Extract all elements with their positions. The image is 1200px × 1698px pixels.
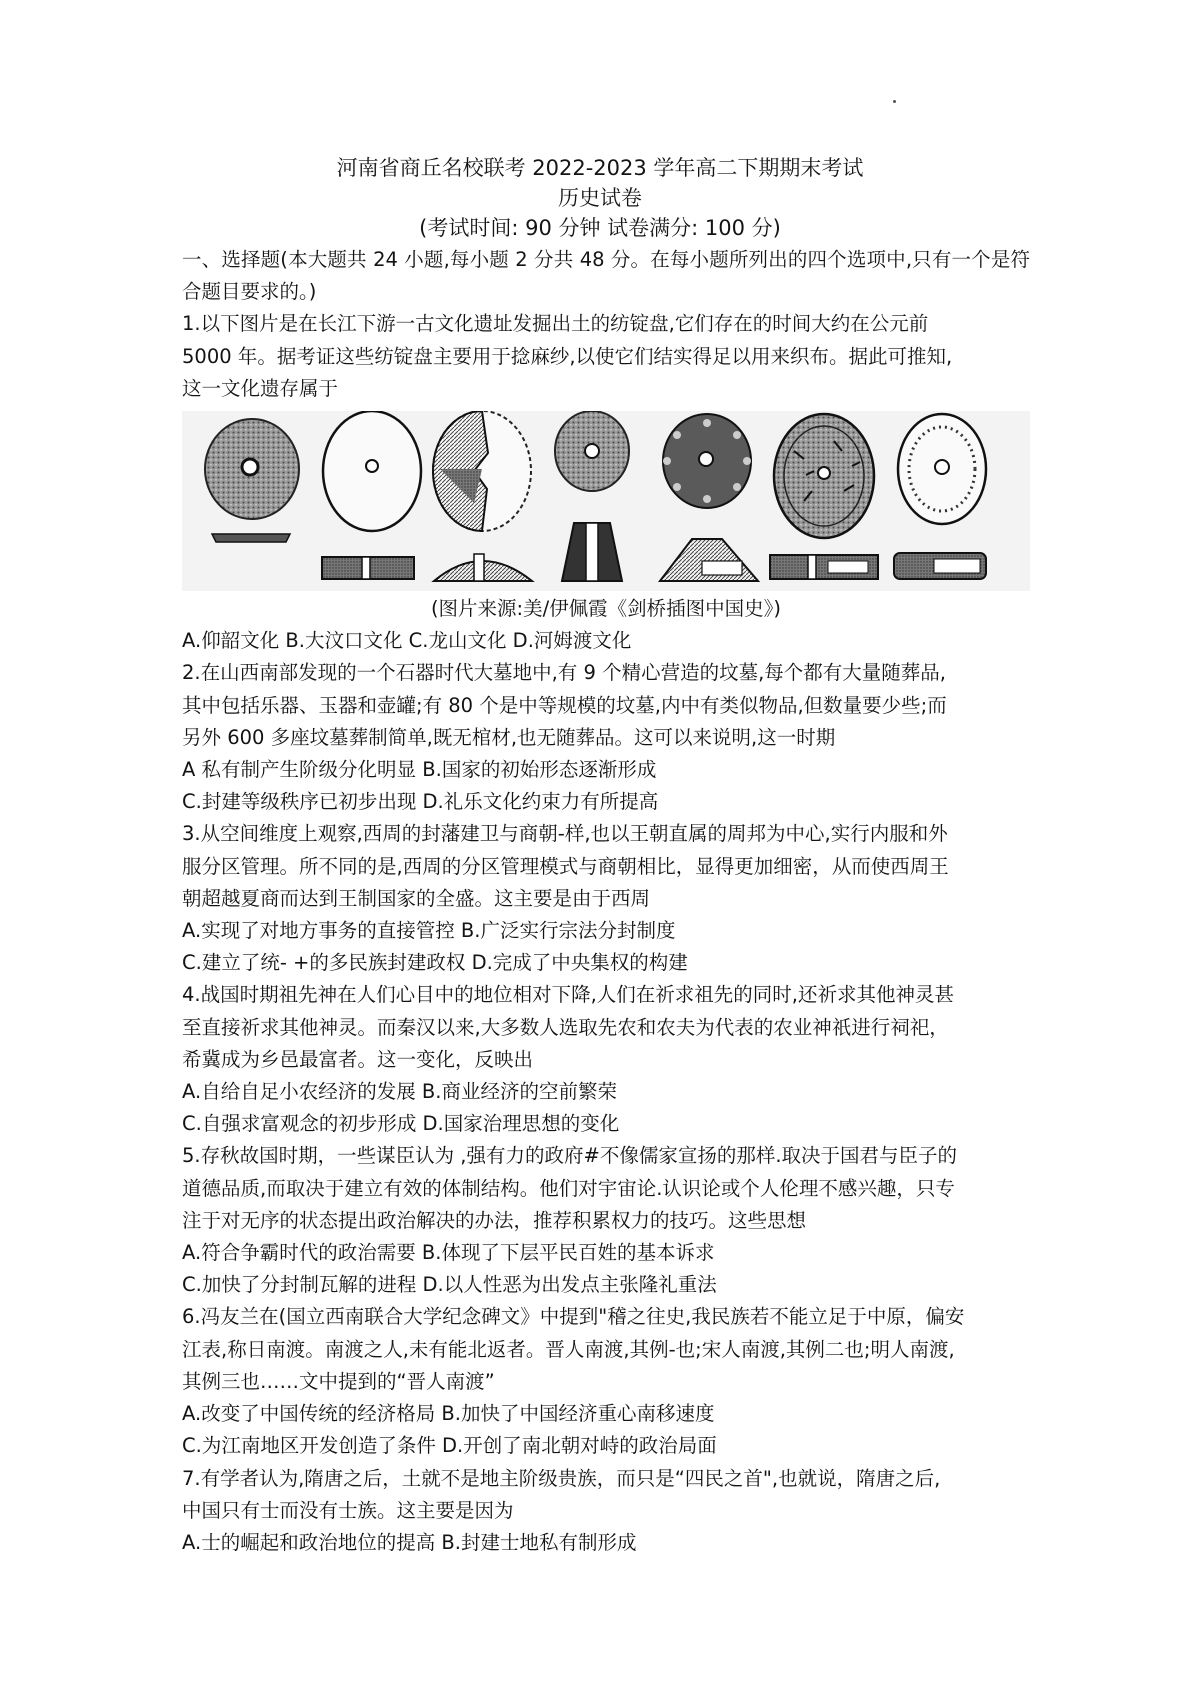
question-7 [182,1463,1030,1560]
exam-info: (考试时间: 90 分钟 试卷满分: 100 分) [419,216,781,240]
question-options-line: A.实现了对地方事务的直接管控 B.广泛实行宗法分封制度 [182,919,676,943]
question-stem-line: 4.战国时期祖先神在人们心目中的地位相对下降,人们在祈求祖先的同时,还祈求其他神灵甚 [182,983,955,1007]
question-stem-line: 2.在山西南部发现的一个石器时代大墓地中,有 9 个精心营造的坟墓,每个都有大量随葬品, [182,661,947,685]
figure-caption: (图片来源:美/伊佩霞《剑桥插图中国史》) [430,597,782,621]
question-stem-line: 希冀成为乡邑最富者。这一变化，反映出 [182,1047,534,1071]
question-stem-line: 3.从空间维度上观察,西周的封藩建卫与商朝-样,也以王朝直属的周邦为中心,实行内服和外 [182,822,948,846]
exam-title: 河南省商丘名校联考 2022-2023 学年高二下期期末考试 [336,156,864,180]
section-heading [182,244,1030,308]
question-stem-line: 至直接祈求其他神灵。而秦汉以来,大多数人选取先农和农夫为代表的农业神祇进行祠祀， [182,1015,949,1039]
exam-subject: 历史试卷 [558,186,642,210]
question-stem-line: 7.有学者认为,隋唐之后，土就不是地主阶级贵族，而只是“四民之首",也就说，隋唐之后, [182,1466,941,1490]
question-stem-line: 5000 年。据考证这些纺锭盘主要用于捻麻纱,以使它们结实得足以用来织布。据此可推知, [182,344,953,368]
question-stem-line: 中国只有士而没有士族。这主要是因为 [182,1498,514,1522]
exam-body [182,244,1030,1559]
question-stem-line: 另外 600 多座坟墓葬制简单,既无棺材,也无随葬品。这可以来说明,这一时期 [182,725,836,749]
question-6 [182,1301,1030,1462]
question-options-line: C.封建等级秩序已初步出现 D.礼乐文化约束力有所提高 [182,790,659,814]
question-4 [182,979,1030,1140]
question-stem-line: 这一文化遗存属于 [182,376,339,400]
question-options-line: A.符合争霸时代的政治需要 B.体现了下层平民百姓的基本诉求 [182,1241,715,1265]
question-options-line: C.自强求富观念的初步形成 D.国家治理思想的变化 [182,1112,620,1136]
question-stem-line: 5.存秋故国时期，一些谋臣认为 ,强有力的政府#不像儒家宣扬的那样.取决于国君与臣子的 [182,1144,958,1168]
section-heading-line: 一、选择题(本大题共 24 小题,每小题 2 分共 48 分。在每小题所列出的四个选项中,只有一 [182,248,972,271]
question-options-line: C.为江南地区开发创造了条件 D.开创了南北朝对峙的政治局面 [182,1434,717,1458]
question-options-line: A.士的崛起和政治地位的提高 B.封建士地私有制形成 [182,1530,637,1554]
question-stem-line: 注于对无序的状态提出政治解决的办法，推荐积累权力的技巧。这些思想 [182,1208,807,1232]
section-heading-line: 个是符合题目要求的。) [182,248,1030,304]
question-stem-line: 6.冯友兰在(国立西南联合大学纪念碑文》中提到"稽之往史,我民族若不能立足于中原，偏安 [182,1305,965,1329]
question-options-line: A 私有制产生阶级分化明显 B.国家的初始形态逐渐形成 [182,758,657,782]
question-stem-line: 江表,称日南渡。南渡之人,未有能北返者。晋人南渡,其例-也;宋人南渡,其例二也;明人南渡, [182,1337,955,1361]
spindle-whorl-7 [894,414,986,579]
question-2 [182,657,1030,818]
scan-speck [893,100,896,103]
question-stem-line: 朝超越夏商而达到王制国家的全盛。这主要是由于西周 [182,886,651,910]
question-options-line: A.仰韶文化 B.大汶口文化 C.龙山文化 D.河姆渡文化 [182,629,632,653]
spindle-whorls-figure [182,411,1030,591]
question-stem-line: 服分区管理。所不同的是,西周的分区管理模式与商朝相比，显得更加细密，从而使西周王 [182,854,949,878]
question-1 [182,308,1030,657]
question-stem-line: 其例三也……文中提到的“晋人南渡” [182,1369,495,1393]
question-stem-line: 1.以下图片是在长江下游一古文化遗址发掘出土的纺锭盘,它们存在的时间大约在公元前 [182,312,929,336]
question-options-line: A.自给自足小农经济的发展 B.商业经济的空前繁荣 [182,1080,617,1104]
question-stem-line: 其中包括乐器、玉器和壶罐;有 80 个是中等规模的坟墓,内中有类似物品,但数量要少些;而 [182,693,947,717]
question-options-line: C.建立了统- +的多民族封建政权 D.完成了中央集权的构建 [182,951,688,975]
question-options-line: A.改变了中国传统的经济格局 B.加快了中国经济重心南移速度 [182,1402,715,1426]
spindle-whorl-6 [770,414,878,579]
question-options-line: C.加快了分封制瓦解的进程 D.以人性恶为出发点主张隆礼重法 [182,1273,717,1297]
question-5 [182,1140,1030,1301]
question-stem-line: 道德品质,而取决于建立有效的体制结构。他们对宇宙论.认识论或个人伦理不感兴趣，只专 [182,1176,955,1200]
question-3 [182,818,1030,979]
